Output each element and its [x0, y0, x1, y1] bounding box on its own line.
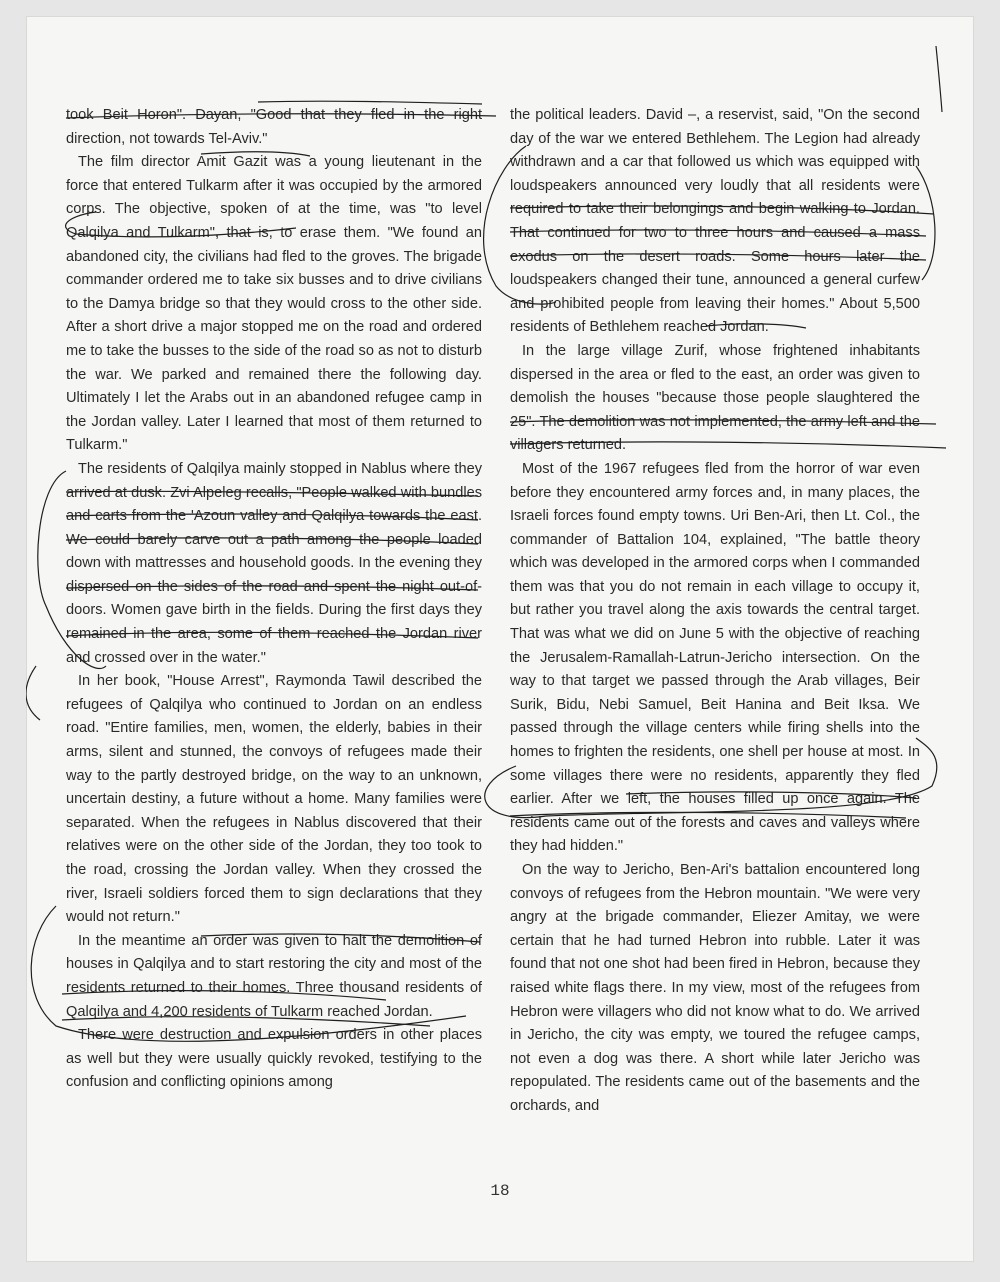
- underline-mark: [258, 101, 482, 104]
- underline-mark: [510, 206, 934, 214]
- document-page: [26, 16, 974, 1262]
- underline-mark: [66, 491, 478, 496]
- underline-mark: [510, 254, 926, 260]
- bracket-mark: [485, 738, 937, 818]
- paragraph: The film director Amit Gazit was a young lieutenant in the force that entered Tulkarm after it was occupied by the armored corps. The objective, spoken of at the time, was "to level Qalqilya and Tulkarm", that is, to erase them. "We found an abandoned city, the civilians had fled to the groves. The brigade commander ordered me to take six busses and to drive civilians to the Damya bridge so that they would cross to the other side. After a short drive a major stopped me on the road and ordered me to take the busses to the side of the road so as not to disturb the war. We parked and remained there the following day. Ultimately I let the Arabs out in an abandoned refugee camp in the Jordan valley. Later I learned that most of them returned to Tulkarm.": [66, 154, 482, 454]
- bracket-mark: [484, 146, 556, 304]
- bracket-mark: [31, 906, 466, 1041]
- underline-mark: [201, 934, 480, 942]
- underline-mark: [62, 1017, 430, 1026]
- underline-mark: [706, 324, 806, 328]
- paragraph: In the large village Zurif, whose frightened inhabitants dispersed in the area or fled to the east, an order was given to demolish the houses "because those people slaughtered the 25". The demolition was not implemented, the army left and the villagers returned.: [510, 342, 920, 454]
- underline-mark: [62, 991, 386, 1000]
- bracket-mark: [66, 212, 296, 237]
- paragraph: Most of the 1967 refugees fled from the horror of war even before they encountered army forces and, in many places, the Israeli forces found empty towns. Uri Ben-Ari, then Lt. Col., the commander of Battalion 104, explained, "The battle theory which was developed in the armored corps when I commanded them was that you do not remain in each village to occupy it, but rather you travel along the axis towards the central target. That was what we did on June 5 with the objective of reaching the Jerusalem-Ramallah-Latrun-Jericho intersection. On the way to that target we passed through the Arab villages, Beir Surik, Bidu, Nebi Samuel, Beit Hanina and Beit Iksa. We passed through the village centers while firing shells into the homes to frighten the residents, one shell per house at most. In some villages there were no residents, apparently they fled earlier. After we left, the houses filled up once again. The residents came out of the forests and caves and valleys where they had hidden.": [510, 460, 920, 855]
- bracket-mark: [26, 666, 40, 720]
- underline-mark: [66, 586, 478, 590]
- underline-mark: [626, 792, 916, 798]
- underline-mark: [510, 230, 926, 236]
- page-number: 18: [490, 1182, 510, 1200]
- paragraph: In her book, "House Arrest", Raymonda Tawil described the refugees of Qalqilya who continued to Jordan on an endless road. "Entire families, men, women, the elderly, babies in their arms, silent and stunned, the convoys of refugees made their way to the partly destroyed bridge, on the way to an unknown, uncertain destiny, a future without a home. Many families were separated. When the refugees in Nablus discovered that their relatives were on the other side of the Jordan, they too took to the road, crossing the Jordan valley. When they crossed the river, Israeli soldiers forced them to sign declarations that they would not return.": [66, 673, 482, 926]
- paragraph: took Beit Horon". Dayan, "Good that they fled in the right direction, not towards Tel-Aviv.": [66, 107, 482, 147]
- underline-mark: [66, 538, 478, 544]
- underline-mark: [510, 420, 936, 424]
- underline-mark: [66, 632, 478, 638]
- paragraph: The residents of Qalqilya mainly stopped in Nablus where they arrived at dusk. Zvi Alpeleg recalls, "People walked with bundles and carts from the 'Azoun valley and Qalqilya towards the east. We could barely carve out a path among the people loaded down with mattresses and household goods. In the evening they dispersed on the sides of the road and spent the night out-of-doors. Women gave birth in the fields. During the first days they remained in the area, some of them reached the Jordan river and crossed over in the water.": [66, 460, 482, 666]
- margin-mark: [936, 46, 942, 112]
- bracket-mark: [38, 471, 106, 669]
- handwritten-annotations: [26, 16, 974, 1262]
- underline-mark: [201, 152, 310, 156]
- bracket-mark: [916, 166, 935, 280]
- underline-mark: [66, 114, 496, 118]
- paragraph: In the meantime an order was given to halt the demolition of houses in Qalqilya and to start restoring the city and most of the residents returned to their homes. Three thousand residents of Qalqilya and 4,200 residents of Tulkarm reached Jordan.: [66, 932, 482, 1020]
- paragraph: On the way to Jericho, Ben-Ari's battalion encountered long convoys of refugees from the Hebron mountain. "We were very angry at the brigade commander, Eliezer Amitay, we were certain that he had turned Hebron into rubble. Later it was found that not one shot had been fired in Hebron, because they raised white flags there. In my view, most of the refugees from Hebron were villagers who did not know what to do. We arrived in Jericho, the city was empty, we toured the refugee camps, not even a dog was there. A short while later Jericho was repopulated. The residents came out of the basements and the orchards, and: [510, 862, 920, 1114]
- underline-mark: [510, 442, 946, 448]
- paragraph: the political leaders. David –, a reservist, said, "On the second day of the war we entered Bethlehem. The Legion had already withdrawn and a car that followed us which was equipped with loudspeakers announced very loudly that all residents were required to take their belongings and begin walking to Jordan. That continued for two to three hours and caused a mass exodus on the desert roads. Some hours later the loudspeakers changed their tune, announced a general curfew and prohibited people from leaving their homes." About 5,500 residents of Bethlehem reached Jordan.: [510, 107, 920, 336]
- underline-mark: [66, 514, 478, 520]
- paragraph: There were destruction and expulsion orders in other places as well but they were usually quickly revoked, testifying to the confusion and conflicting opinions among: [66, 1027, 482, 1091]
